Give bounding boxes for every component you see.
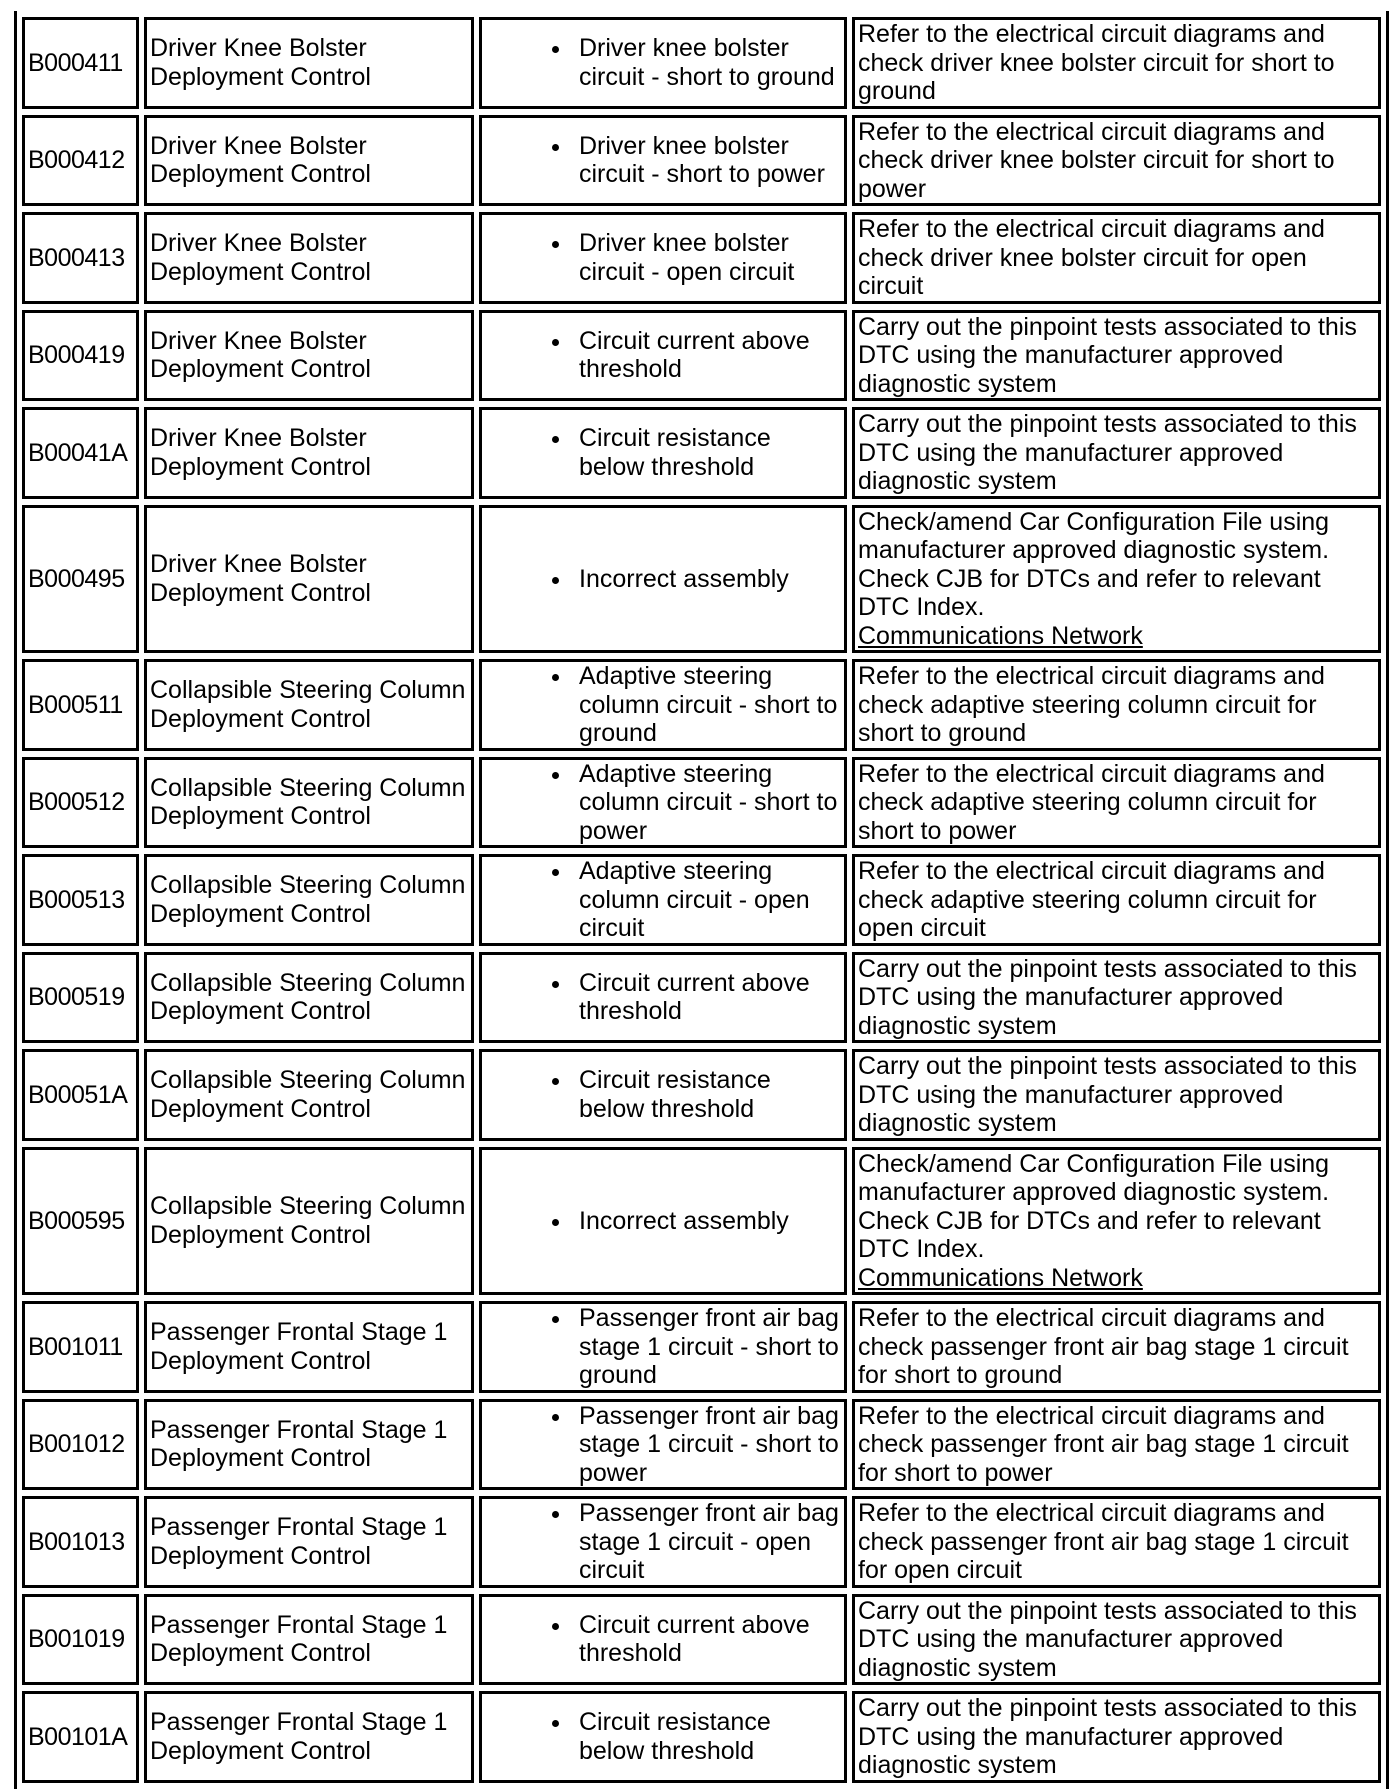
condition-list [485, 327, 841, 384]
condition-bullet-item: • Incorrect assembly [573, 565, 841, 594]
action-text: Refer to the electrical circuit diagrams and check driver knee bolster circuit for short to power [858, 117, 1335, 203]
dtc-code-cell: B000419 [22, 310, 139, 402]
dtc-description-cell: Collapsible Steering Column Deployment Control [144, 854, 474, 946]
dtc-code-cell: B00041A [22, 407, 139, 499]
dtc-table [14, 11, 1389, 1789]
condition-bullet-item: • Adaptive steering column circuit - short to ground [573, 662, 841, 748]
condition-list [485, 1066, 841, 1123]
dtc-action-cell [852, 1301, 1381, 1393]
dtc-condition-cell [479, 659, 847, 751]
dtc-condition-cell [479, 1691, 847, 1783]
condition-bullet-item: • Adaptive steering column circuit - open circuit [573, 857, 841, 943]
condition-bullet-item: • Circuit resistance below threshold [573, 1708, 841, 1765]
dtc-action-cell [852, 757, 1381, 849]
dtc-table-body [22, 17, 1381, 1783]
condition-bullet-item: • Driver knee bolster circuit - short to power [573, 132, 841, 189]
dtc-condition-cell [479, 1049, 847, 1141]
dtc-condition-cell [479, 1496, 847, 1588]
action-text: Carry out the pinpoint tests associated to this DTC using the manufacturer approved diagnostic system [858, 410, 1357, 495]
table-row [22, 17, 1381, 109]
dtc-code-cell: B000495 [22, 505, 139, 654]
table-row [22, 757, 1381, 849]
table-row [22, 310, 1381, 402]
dtc-code-cell: B000513 [22, 854, 139, 946]
action-text: Refer to the electrical circuit diagrams and check passenger front air bag stage 1 circuit for short to power [858, 1401, 1349, 1487]
dtc-action-cell [852, 115, 1381, 207]
dtc-code-cell: B001012 [22, 1399, 139, 1491]
dtc-code-cell: B000412 [22, 115, 139, 207]
condition-bullet-item: • Incorrect assembly [573, 1207, 841, 1236]
dtc-action-cell [852, 854, 1381, 946]
dtc-action-cell [852, 952, 1381, 1044]
condition-list [485, 1304, 841, 1390]
dtc-action-cell [852, 659, 1381, 751]
dtc-code-cell: B000411 [22, 17, 139, 109]
action-text: Refer to the electrical circuit diagrams and check adaptive steering column circuit for open circuit [858, 857, 1325, 942]
dtc-condition-cell [479, 757, 847, 849]
condition-list [485, 132, 841, 189]
condition-bullet-item: • Driver knee bolster circuit - short to ground [573, 34, 841, 91]
action-text: Carry out the pinpoint tests associated to this DTC using the manufacturer approved diagnostic system [858, 1596, 1357, 1682]
action-text: Check/amend Car Configuration File using manufacturer approved diagnostic system. Check CJB for DTCs and refer to relevant DTC Index. [858, 1149, 1330, 1263]
dtc-condition-cell [479, 212, 847, 304]
dtc-action-cell [852, 310, 1381, 402]
condition-bullet-item: • Driver knee bolster circuit - open circuit [573, 229, 841, 286]
condition-list [485, 565, 841, 594]
dtc-description-cell: Passenger Frontal Stage 1 Deployment Control [144, 1691, 474, 1783]
table-row [22, 1496, 1381, 1588]
dtc-code-cell: B000595 [22, 1147, 139, 1296]
action-text: Carry out the pinpoint tests associated to this DTC using the manufacturer approved diagnostic system [858, 312, 1357, 398]
dtc-action-cell [852, 1399, 1381, 1491]
dtc-action-cell [852, 1147, 1381, 1296]
condition-list [485, 857, 841, 943]
dtc-description-cell: Driver Knee Bolster Deployment Control [144, 115, 474, 207]
action-text: Check/amend Car Configuration File using manufacturer approved diagnostic system. Check CJB for DTCs and refer to relevant DTC Index. [858, 507, 1330, 621]
condition-bullet-item: • Adaptive steering column circuit - short to power [573, 760, 841, 846]
table-row [22, 115, 1381, 207]
dtc-description-cell: Collapsible Steering Column Deployment Control [144, 659, 474, 751]
dtc-action-cell [852, 407, 1381, 499]
condition-list [485, 1402, 841, 1488]
dtc-action-cell [852, 1691, 1381, 1783]
condition-list [485, 760, 841, 846]
dtc-code-cell: B00051A [22, 1049, 139, 1141]
action-text: Refer to the electrical circuit diagrams and check passenger front air bag stage 1 circuit for short to ground [858, 1304, 1349, 1389]
condition-list [485, 34, 841, 91]
dtc-description-cell: Driver Knee Bolster Deployment Control [144, 212, 474, 304]
dtc-description-cell: Passenger Frontal Stage 1 Deployment Control [144, 1301, 474, 1393]
table-row [22, 1399, 1381, 1491]
action-text: Carry out the pinpoint tests associated to this DTC using the manufacturer approved diagnostic system [858, 954, 1357, 1040]
condition-list [485, 1708, 841, 1765]
dtc-code-cell: B000519 [22, 952, 139, 1044]
condition-bullet-item: • Passenger front air bag stage 1 circuit - short to ground [573, 1304, 841, 1390]
dtc-condition-cell [479, 952, 847, 1044]
dtc-action-cell [852, 17, 1381, 109]
table-row [22, 1147, 1381, 1296]
dtc-description-cell: Passenger Frontal Stage 1 Deployment Control [144, 1399, 474, 1491]
condition-bullet-item: • Circuit resistance below threshold [573, 1066, 841, 1123]
dtc-condition-cell [479, 854, 847, 946]
table-row [22, 1301, 1381, 1393]
condition-list [485, 229, 841, 286]
action-text: Refer to the electrical circuit diagrams and check driver knee bolster circuit for short to ground [858, 20, 1335, 105]
dtc-code-cell: B000512 [22, 757, 139, 849]
dtc-description-cell: Passenger Frontal Stage 1 Deployment Control [144, 1496, 474, 1588]
action-text: Carry out the pinpoint tests associated to this DTC using the manufacturer approved diagnostic system [858, 1694, 1357, 1779]
dtc-code-cell: B001011 [22, 1301, 139, 1393]
dtc-action-cell [852, 1594, 1381, 1686]
table-row [22, 505, 1381, 654]
condition-list [485, 1207, 841, 1236]
dtc-description-cell: Driver Knee Bolster Deployment Control [144, 17, 474, 109]
dtc-description-cell: Collapsible Steering Column Deployment Control [144, 1147, 474, 1296]
condition-list [485, 662, 841, 748]
table-row [22, 952, 1381, 1044]
condition-list [485, 1611, 841, 1668]
communications-network-link[interactable]: Communications Network [858, 1263, 1143, 1292]
dtc-action-cell [852, 1496, 1381, 1588]
dtc-description-cell: Driver Knee Bolster Deployment Control [144, 505, 474, 654]
condition-list [485, 969, 841, 1026]
table-row [22, 1594, 1381, 1686]
dtc-code-cell: B001013 [22, 1496, 139, 1588]
dtc-condition-cell [479, 115, 847, 207]
dtc-condition-cell [479, 1301, 847, 1393]
table-row [22, 854, 1381, 946]
table-row [22, 1049, 1381, 1141]
dtc-condition-cell [479, 407, 847, 499]
condition-bullet-item: • Circuit current above threshold [573, 969, 841, 1026]
condition-list [485, 1499, 841, 1585]
table-row [22, 1691, 1381, 1783]
dtc-condition-cell [479, 17, 847, 109]
dtc-description-cell: Passenger Frontal Stage 1 Deployment Control [144, 1594, 474, 1686]
dtc-action-cell [852, 1049, 1381, 1141]
dtc-action-cell [852, 505, 1381, 654]
action-text: Refer to the electrical circuit diagrams and check adaptive steering column circuit for short to ground [858, 662, 1325, 747]
condition-bullet-item: • Circuit current above threshold [573, 327, 841, 384]
dtc-condition-cell [479, 1594, 847, 1686]
action-text: Refer to the electrical circuit diagrams and check driver knee bolster circuit for open circuit [858, 215, 1325, 300]
dtc-code-cell: B00101A [22, 1691, 139, 1783]
condition-bullet-item: • Passenger front air bag stage 1 circuit - open circuit [573, 1499, 841, 1585]
dtc-description-cell: Driver Knee Bolster Deployment Control [144, 310, 474, 402]
table-row [22, 212, 1381, 304]
dtc-condition-cell [479, 505, 847, 654]
dtc-condition-cell [479, 1147, 847, 1296]
action-text: Carry out the pinpoint tests associated to this DTC using the manufacturer approved diagnostic system [858, 1052, 1357, 1137]
condition-bullet-item: • Circuit current above threshold [573, 1611, 841, 1668]
table-row [22, 407, 1381, 499]
dtc-description-cell: Collapsible Steering Column Deployment Control [144, 757, 474, 849]
condition-list [485, 424, 841, 481]
dtc-action-cell [852, 212, 1381, 304]
dtc-condition-cell [479, 1399, 847, 1491]
dtc-description-cell: Collapsible Steering Column Deployment Control [144, 952, 474, 1044]
dtc-condition-cell [479, 310, 847, 402]
dtc-code-cell: B000511 [22, 659, 139, 751]
communications-network-link[interactable]: Communications Network [858, 621, 1143, 650]
dtc-description-cell: Collapsible Steering Column Deployment Control [144, 1049, 474, 1141]
dtc-code-cell: B000413 [22, 212, 139, 304]
action-text: Refer to the electrical circuit diagrams and check adaptive steering column circuit for short to power [858, 759, 1325, 845]
condition-bullet-item: • Passenger front air bag stage 1 circuit - short to power [573, 1402, 841, 1488]
action-text: Refer to the electrical circuit diagrams and check passenger front air bag stage 1 circuit for open circuit [858, 1499, 1349, 1584]
dtc-code-cell: B001019 [22, 1594, 139, 1686]
dtc-description-cell: Driver Knee Bolster Deployment Control [144, 407, 474, 499]
condition-bullet-item: • Circuit resistance below threshold [573, 424, 841, 481]
table-row [22, 659, 1381, 751]
